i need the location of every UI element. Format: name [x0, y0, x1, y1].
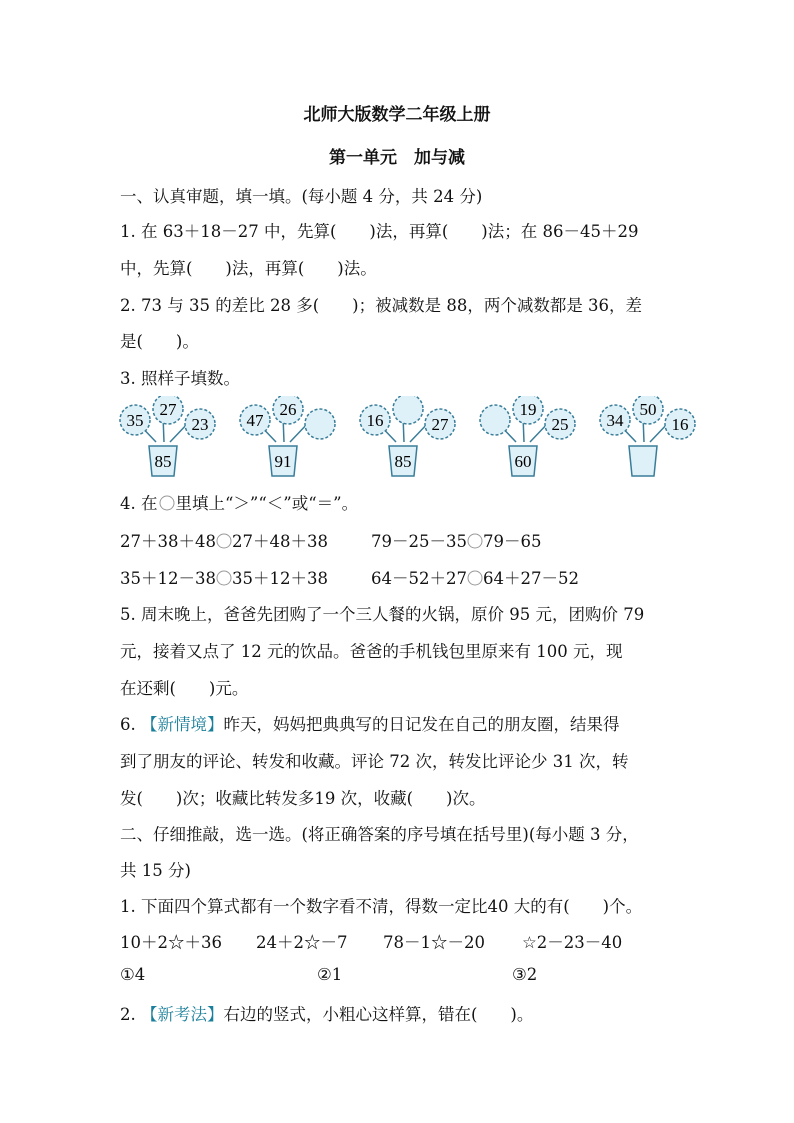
s2-q1-option-3[interactable]: ③2 — [512, 965, 538, 984]
pot1-top-number: 27 — [159, 400, 177, 419]
q1-line2: 中，先算( )法，再算( )法。 — [120, 259, 377, 278]
q4-r1-a1: 27＋38＋48 — [120, 532, 216, 551]
q4-row1-right — [371, 528, 542, 552]
flower-pot-2 — [240, 396, 335, 476]
pot5-right-number: 16 — [671, 415, 689, 434]
q4-r2-b1: 64－52＋27 — [371, 569, 467, 588]
q5-line2: 元，接着又点了 12 元的饮品。爸爸的手机钱包里原来有 100 元，现 — [120, 642, 623, 661]
pot3-right-number: 27 — [431, 415, 449, 434]
pot1-left-number: 35 — [126, 411, 144, 430]
section2-heading-line2: 共 15 分) — [120, 861, 191, 880]
q4-r2-a1: 35＋12－38 — [120, 569, 216, 588]
pot4-right-number: 25 — [551, 415, 569, 434]
flower-pot-4 — [480, 396, 575, 476]
q4-row2-right — [371, 565, 579, 589]
q5-line3: 在还剩( )元。 — [120, 679, 249, 698]
flower-pot-5 — [600, 396, 695, 476]
pot3-left-number: 16 — [366, 411, 384, 430]
q6-number: 6. — [120, 715, 141, 734]
q4-r1-b2: 79－65 — [483, 532, 542, 551]
pot1-pot-number: 85 — [154, 452, 172, 471]
q6-tag-new-scenario: 【新情境】 — [141, 715, 224, 734]
q6-line1-text: 昨天，妈妈把典典写的日记发在自己的朋友圈，结果得 — [223, 715, 620, 734]
s2-q2-line — [120, 1001, 533, 1025]
q4-r2-a2: 35＋12＋38 — [232, 569, 328, 588]
q4-row1-left — [120, 528, 328, 552]
page-title: 北师大版数学二年级上册 — [303, 105, 491, 125]
q4-r1-a2: 27＋48＋38 — [232, 532, 328, 551]
q4-r2-b2: 64＋27－52 — [483, 569, 579, 588]
s2-q2-number: 2. — [120, 1005, 141, 1024]
q2-line2: 是( )。 — [120, 332, 199, 351]
s2-q1-option-1[interactable]: ①4 — [120, 965, 146, 984]
compare-circle-icon[interactable] — [467, 570, 483, 586]
q5-line1: 5. 周末晚上，爸爸先团购了一个三人餐的火锅，原价 95 元，团购价 79 — [120, 605, 645, 624]
q4-text — [120, 490, 358, 514]
s2-q2-tag-new-method: 【新考法】 — [141, 1005, 224, 1024]
q6-line2: 到了朋友的评论、转发和收藏。评论 72 次，转发比评论少 31 次，转 — [120, 752, 629, 771]
s2-q1-expr-3: 78－1☆－20 — [383, 933, 485, 952]
pot1-right-number: 23 — [191, 415, 209, 434]
compare-circle-icon — [159, 495, 175, 511]
q6-line1 — [120, 711, 620, 735]
pot2-pot-number: 91 — [274, 452, 292, 471]
compare-circle-icon[interactable] — [216, 533, 232, 549]
pot4-pot-number: 60 — [514, 452, 532, 471]
compare-circle-icon[interactable] — [216, 570, 232, 586]
flower-pots-figure — [118, 396, 708, 478]
compare-circle-icon[interactable] — [467, 533, 483, 549]
q3-text: 3. 照样子填数。 — [120, 369, 240, 388]
q6-line3: 发( )次；收藏比转发多19 次，收藏( )次。 — [120, 789, 486, 808]
s2-q1-expr-4: ☆2－23－40 — [522, 933, 623, 952]
pot5-left-number: 34 — [606, 411, 624, 430]
q2-line1: 2. 73 与 35 的差比 28 多( )；被减数是 88，两个减数都是 36，差 — [120, 296, 643, 315]
s2-q1-option-2[interactable]: ②1 — [317, 965, 343, 984]
q4-text-a: 4. 在 — [120, 494, 158, 513]
unit-subtitle: 第一单元 加与减 — [329, 148, 465, 168]
pot3-pot-number: 85 — [394, 452, 412, 471]
pot5-top-number: 50 — [639, 400, 657, 419]
flower-pot-3 — [360, 396, 455, 476]
section2-heading-line1: 二、仔细推敲，选一选。(将正确答案的序号填在括号里)(每小题 3 分， — [120, 825, 639, 844]
q1-line1: 1. 在 63＋18－27 中，先算( )法，再算( )法；在 86－45＋29 — [120, 222, 639, 241]
pot2-left-number: 47 — [246, 411, 264, 430]
q4-row2-left — [120, 565, 328, 589]
s2-q2-text: 右边的竖式，小粗心这样算，错在( )。 — [223, 1005, 534, 1024]
pot4-top-number: 19 — [519, 400, 537, 419]
s2-q1-text: 1. 下面四个算式都有一个数字看不清，得数一定比40 大的有( )个。 — [120, 897, 643, 916]
s2-q1-expr-1: 10＋2☆＋36 — [120, 933, 222, 952]
flower-pot-1 — [120, 396, 215, 476]
pot2-top-number: 26 — [279, 400, 297, 419]
q4-text-b: 里填上“＞”“＜”或“＝”。 — [175, 494, 359, 513]
q4-r1-b1: 79－25－35 — [371, 532, 467, 551]
s2-q1-expr-2: 24＋2☆－7 — [256, 933, 348, 952]
section1-heading: 一、认真审题，填一填。(每小题 4 分，共 24 分) — [120, 187, 483, 206]
